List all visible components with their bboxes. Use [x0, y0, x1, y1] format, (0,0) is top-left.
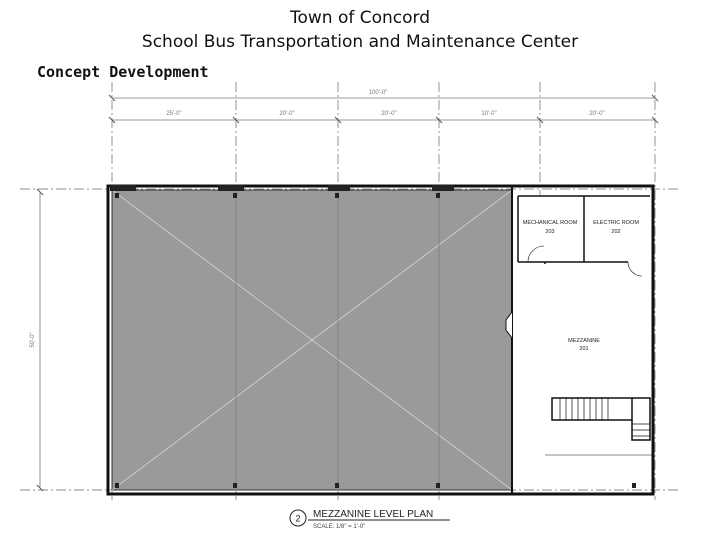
bay-dimension-label: 20'-0": [381, 111, 397, 117]
bay-dimension-label: 25'-0": [166, 111, 182, 117]
drawing-title: MEZZANINE LEVEL PLAN: [313, 509, 434, 520]
room-name: ELECTRIC ROOM: [593, 220, 639, 226]
bay-dimension-label: 20'-0": [589, 111, 605, 117]
vertical-dimension-label: 50'-0": [30, 332, 36, 348]
overall-dimension-label: 100'-0": [368, 90, 388, 96]
stair: [545, 398, 652, 455]
section-heading: Concept Development: [37, 63, 209, 81]
document-title: Town of Concord: [289, 8, 431, 28]
bay-dimension-label: 20'-0": [279, 111, 295, 117]
bay-dimension-label: 10'-0": [481, 111, 497, 117]
drawing-scale: SCALE: 1/8" = 1'-0": [313, 524, 366, 530]
drawing-number: 2: [295, 513, 301, 524]
service-room-walls: [518, 196, 650, 276]
room-name: MECHANICAL ROOM: [522, 220, 578, 226]
room-name: MEZZANINE: [568, 338, 600, 344]
document-subtitle: School Bus Transportation and Maintenance Center: [141, 32, 579, 52]
room-number: 202: [611, 229, 621, 235]
room-number: 201: [579, 346, 589, 352]
room-number: 203: [545, 229, 555, 235]
